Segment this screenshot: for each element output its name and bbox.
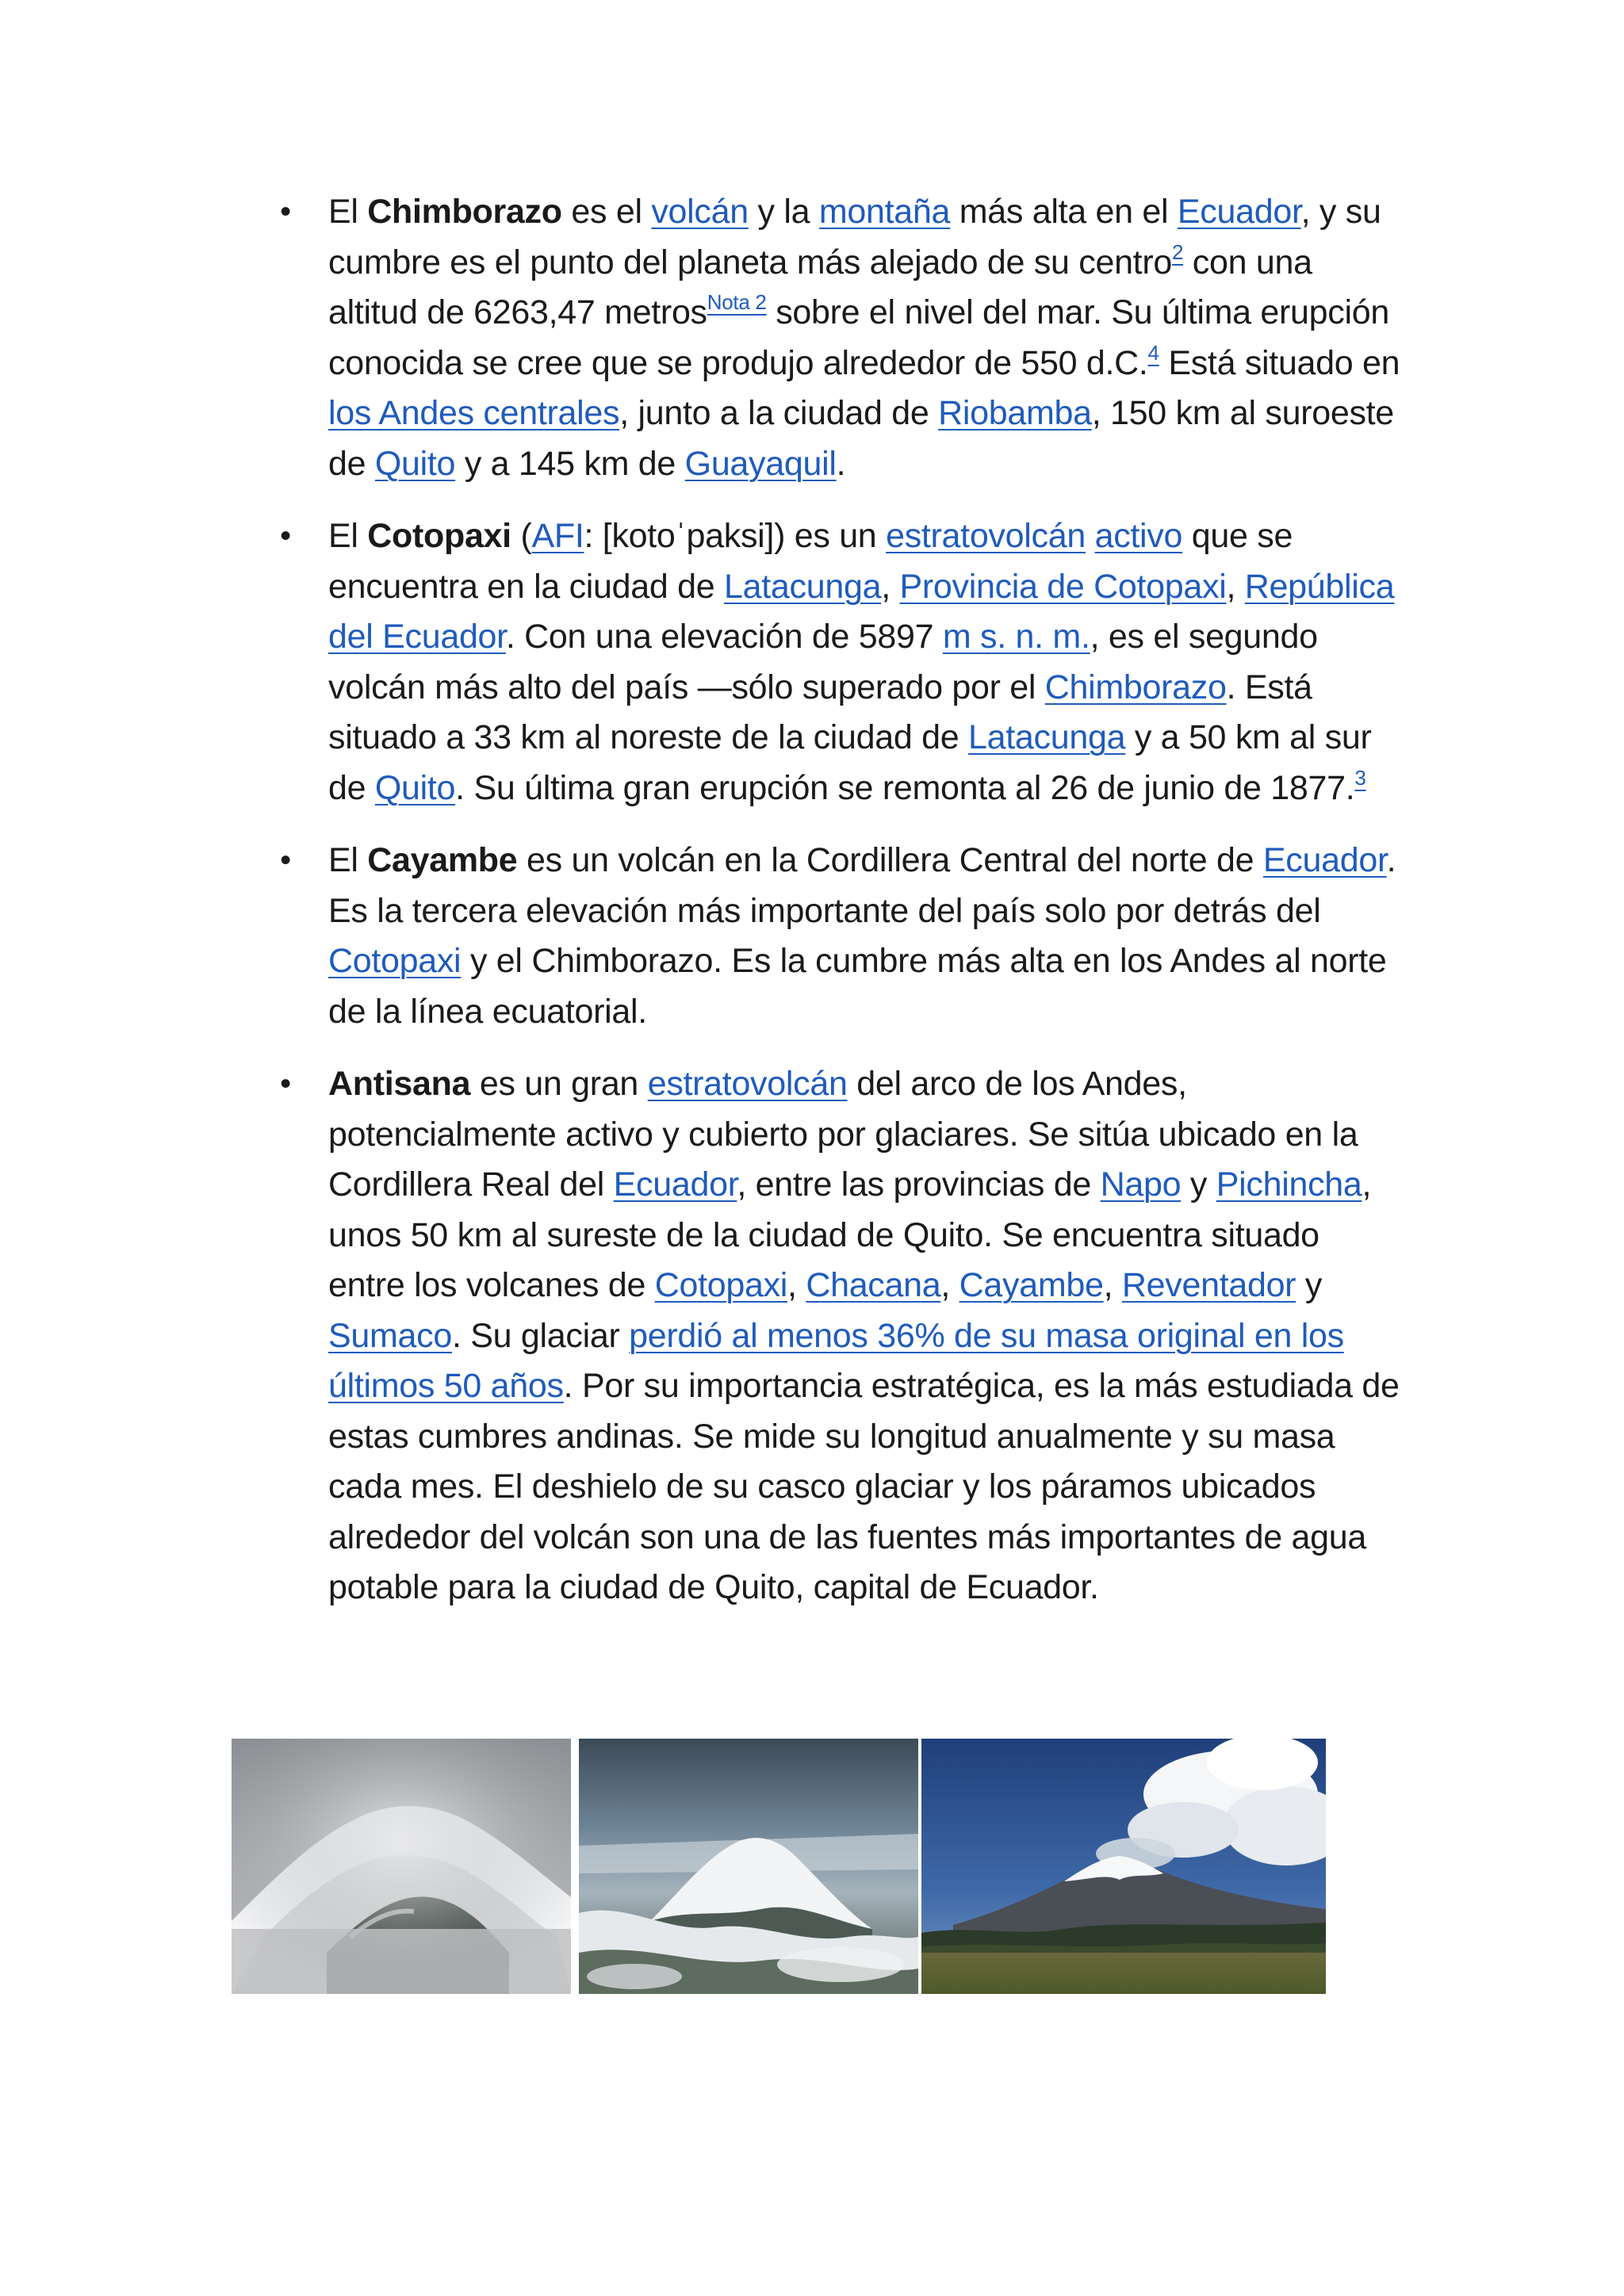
inline-link[interactable]: volcán [651, 193, 749, 231]
inline-link[interactable]: Provincia de Cotopaxi [899, 567, 1227, 606]
text-run: del arco de los Andes, potencialmente activo y cubierto por glaciares. Se sitúa ubicado en la Cordillera Real del [328, 1065, 1358, 1203]
inline-link[interactable]: los Andes centrales [328, 394, 620, 432]
inline-link[interactable]: Sumaco [328, 1316, 452, 1355]
text-run: sobre el nivel del mar. Su última erupción conocida se cree que se produjo alrededor de 550 d.C. [328, 293, 1389, 382]
cotopaxi-volcano-with-clouds-photo [921, 1739, 1326, 1994]
bullet-icon: • [280, 519, 291, 553]
text-run: y [1181, 1165, 1216, 1203]
inline-link[interactable]: Napo [1100, 1165, 1182, 1203]
text-run: El [328, 841, 368, 879]
text-run: más alta en el [950, 193, 1178, 231]
inline-link[interactable]: Ecuador [613, 1165, 737, 1203]
inline-link[interactable]: Cayambe [959, 1266, 1104, 1304]
text-run: . Su glaciar [451, 1316, 630, 1355]
bold-term: Cayambe [367, 841, 518, 879]
text-run: , junto a la ciudad de [619, 394, 939, 432]
bullet-icon: • [280, 843, 291, 878]
text-run: es un volcán en la Cordillera Central del norte de [517, 841, 1263, 879]
text-run: y el Chimborazo. Es la cumbre más alta en los Andes al norte de la línea ecuatorial. [328, 942, 1387, 1031]
text-run: , es el segundo volcán más alto del país —sólo superado por el [328, 618, 1318, 706]
text-run: : [kotoˈpaksi]) es un [584, 517, 887, 555]
reference-link[interactable]: 4 [1147, 340, 1159, 365]
reference-link[interactable]: Nota 2 [707, 290, 767, 314]
superscript [1172, 240, 1183, 264]
text-run: , 150 km al suroeste de [328, 394, 1394, 483]
inline-link[interactable]: Latacunga [968, 718, 1126, 756]
volcano-photo-row [232, 1739, 1326, 1994]
superscript [707, 290, 767, 314]
inline-link[interactable]: montaña [818, 193, 951, 231]
inline-link[interactable]: perdió al menos 36% de su masa original en los últimos 50 años [328, 1316, 1344, 1405]
inline-link[interactable]: Pichincha [1216, 1165, 1362, 1203]
text-run: y a 50 km al sur de [328, 718, 1372, 807]
inline-link[interactable]: activo [1094, 517, 1183, 555]
bullet-icon: • [280, 1066, 291, 1101]
text-run: con una altitud de 6263,47 metros [328, 243, 1312, 331]
text-run: y la [748, 193, 819, 231]
superscript [1148, 341, 1159, 365]
text-run: , [940, 1266, 959, 1304]
inline-link[interactable]: Chimborazo [1044, 668, 1227, 706]
inline-link[interactable]: Chacana [806, 1266, 941, 1304]
list-item-chimborazo [278, 187, 1404, 489]
inline-link[interactable]: Latacunga [724, 567, 882, 606]
inline-link[interactable]: Guayaquil [684, 444, 837, 483]
text-run: que se encuentra en la ciudad de [328, 517, 1293, 606]
bold-term: Cotopaxi [367, 517, 511, 555]
text-run: , entre las provincias de [737, 1165, 1101, 1203]
text-run: es el [561, 193, 652, 231]
text-run: , unos 50 km al sureste de la ciudad de Quito. Se encuentra situado entre los volcanes de [328, 1165, 1372, 1304]
aerial-volcano-above-clouds-photo [579, 1739, 918, 1994]
bold-term: Chimborazo [367, 193, 562, 231]
list-item-cayambe [278, 836, 1404, 1037]
reference-link[interactable]: 2 [1171, 239, 1184, 264]
misty-snowcapped-volcano-photo [232, 1739, 571, 1994]
text-run: , y su cumbre es el punto del planeta más alejado de su centro [328, 193, 1381, 281]
text-run: . Es la tercera elevación más importante del país solo por detrás del [328, 841, 1396, 930]
inline-link[interactable]: AFI [531, 517, 584, 555]
inline-link[interactable]: Ecuador [1177, 193, 1301, 231]
text-run: Está situado en [1159, 343, 1400, 382]
inline-link[interactable]: Cotopaxi [654, 1266, 788, 1304]
text-run: ( [511, 517, 532, 555]
inline-link[interactable]: Ecuador [1262, 841, 1387, 879]
inline-link[interactable]: Quito [374, 444, 456, 483]
text-run: , [881, 567, 900, 606]
inline-link[interactable]: estratovolcán [886, 517, 1086, 555]
text-run: , [1103, 1266, 1122, 1304]
superscript [1354, 766, 1365, 790]
inline-link[interactable]: Quito [374, 768, 456, 807]
text-run: . Su última gran erupción se remonta al 26 de junio de 1877. [455, 768, 1355, 807]
text-run: , [787, 1266, 806, 1304]
inline-link[interactable]: Reventador [1121, 1266, 1297, 1304]
text-run: El [328, 193, 368, 231]
bullet-icon: • [280, 194, 291, 229]
paragraph-cotopaxi [328, 517, 1394, 807]
list-item-cotopaxi [278, 511, 1404, 813]
volcano-bullet-list [278, 187, 1404, 1636]
inline-link[interactable]: estratovolcán [647, 1065, 848, 1103]
inline-link[interactable]: República del Ecuador [328, 567, 1395, 656]
reference-link[interactable]: 3 [1354, 765, 1366, 790]
text-run: y [1296, 1266, 1323, 1304]
text-run: y a 145 km de [455, 444, 685, 483]
text-run [1086, 517, 1095, 555]
inline-link[interactable]: Riobamba [938, 394, 1092, 432]
inline-link[interactable]: Cotopaxi [328, 942, 462, 980]
paragraph-antisana [328, 1065, 1400, 1606]
inline-link[interactable]: m s. n. m. [942, 618, 1090, 656]
paragraph-cayambe [328, 841, 1396, 1031]
paragraph-chimborazo [328, 193, 1400, 483]
text-run: . Por su importancia estratégica, es la más estudiada de estas cumbres andinas. Se mide su longitud anualmente y su masa cada mes. El deshielo de su casco glaciar y los páramos ubicados alrededor del volcán son una de las fuentes más importantes de agua potable para la ciudad de Quito, capital de Ecuador. [328, 1367, 1400, 1606]
text-run: . Con una elevación de 5897 [505, 618, 943, 656]
bold-term: Antisana [328, 1065, 471, 1103]
text-run: . [836, 444, 846, 483]
text-run: . Está situado a 33 km al noreste de la ciudad de [328, 668, 1312, 756]
list-item-antisana [278, 1059, 1404, 1613]
text-run: es un gran [470, 1065, 648, 1103]
text-run: , [1226, 567, 1245, 606]
text-run: El [328, 517, 368, 555]
